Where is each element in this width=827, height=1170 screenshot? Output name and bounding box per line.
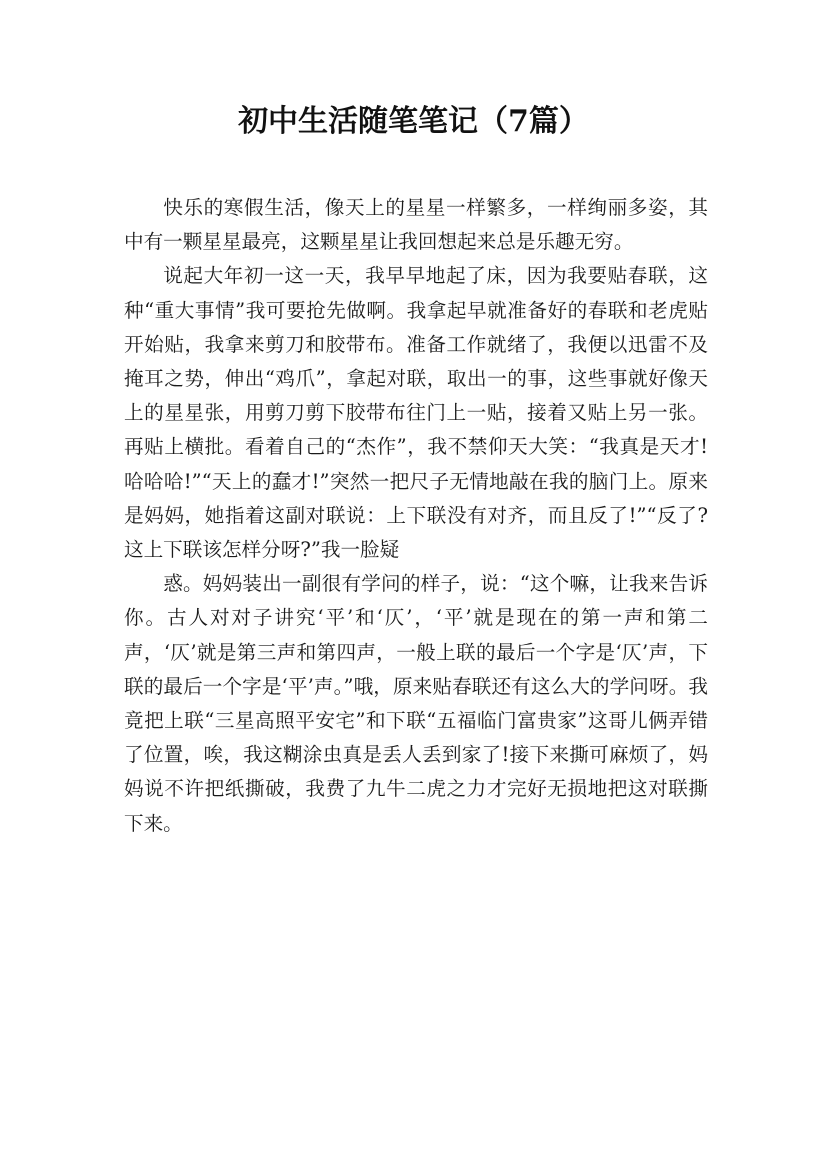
paragraph-3: 惑。妈妈装出一副很有学问的样子，说：“这个嘛，让我来告诉你。古人对对子讲究‘平’和‘仄’，‘平’就是现在的第一声和第二声，‘仄’就是第三声和第四声，一般上联的最后一个字是‘仄’声，下联的最后一个字是‘平’声。”哦，原来贴春联还有这么大的学问呀。我竟把上联“三星高照平安宅”和下联“五福临门富贵家”这哥儿俩弄错了位置，唉，我这糊涂虫真是丢人丢到家了!接下来撕可麻烦了，妈妈说不许把纸撕破，我费了九牛二虎之力才完好无损地把这对联撕下来。 <box>124 572 708 835</box>
document-body <box>124 191 708 841</box>
paragraph-2: 说起大年初一这一天，我早早地起了床，因为我要贴春联，这种“重大事情”我可要抢先做啊。我拿起早就准备好的春联和老虎贴开始贴，我拿来剪刀和胶带布。准备工作就绪了，我便以迅雷不及掩耳之势，伸出“鸡爪”，拿起对联，取出一的事，这些事就好像天上的星星张，用剪刀剪下胶带布往门上一贴，接着又贴上另一张。再贴上横批。看着自己的“杰作”，我不禁仰天大笑：“我真是天才!哈哈哈!”“天上的蠢才!”突然一把尺子无情地敲在我的脑门上。原来是妈妈，她指着这副对联说：上下联没有对齐，而且反了!”“反了?这上下联该怎样分呀?”我一脸疑 <box>124 264 708 562</box>
document-title: 初中生活随笔笔记（7篇） <box>238 104 589 139</box>
paragraph-1: 快乐的寒假生活，像天上的星星一样繁多，一样绚丽多姿，其中有一颗星星最亮，这颗星星让我回想起来总是乐趣无穷。 <box>124 196 708 254</box>
